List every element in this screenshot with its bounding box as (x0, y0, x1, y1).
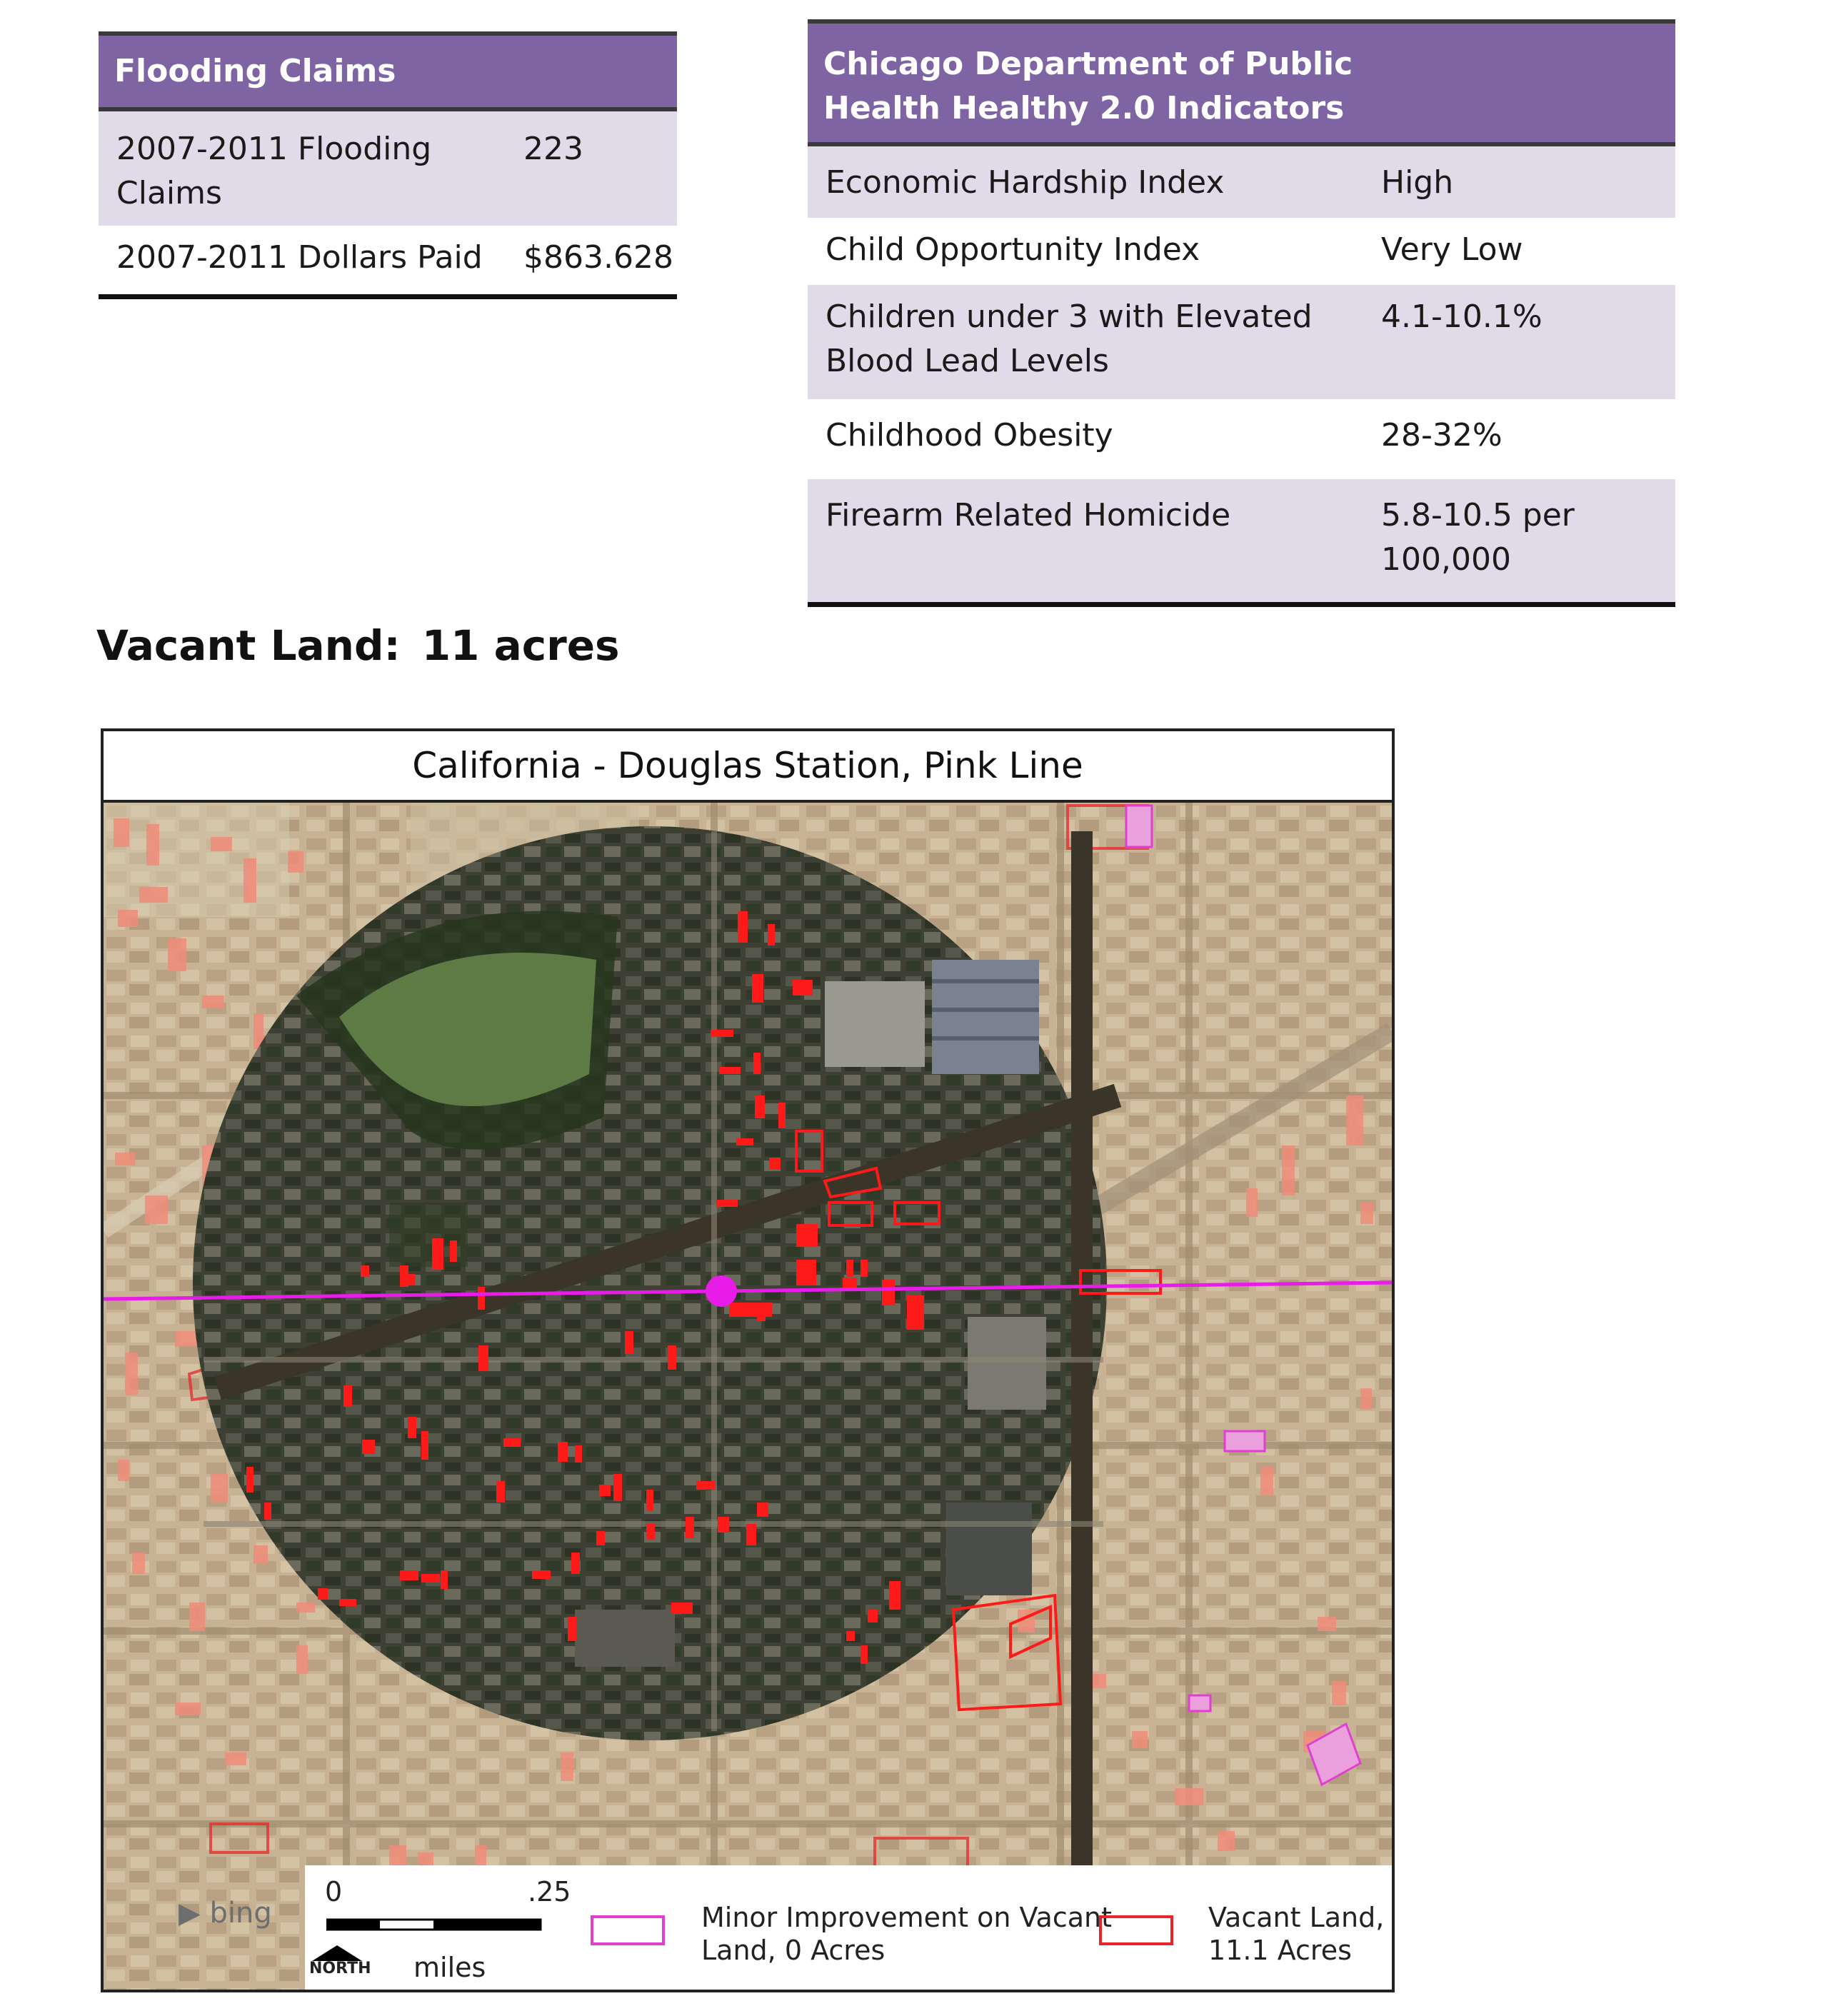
vacant-land-swatch (1099, 1915, 1173, 1945)
row-value: 4.1-10.1% (1381, 299, 1542, 335)
row-label: 2007-2011 Dollars Paid (116, 239, 483, 276)
map-legend (305, 1865, 1392, 1990)
map-title: California - Douglas Station, Pink Line (104, 731, 1392, 803)
row-value: Very Low (1381, 231, 1523, 268)
vacant-land-label: Vacant Land: (96, 621, 401, 670)
vacant-land-heading (96, 621, 641, 670)
table-row (808, 146, 1675, 218)
bing-logo: ▶ bing (179, 1897, 272, 1930)
row-value: 5.8-10.5 per 100,000 (1381, 497, 1575, 578)
row-label: Children under 3 with Elevated Blood Lead Levels (826, 299, 1313, 379)
row-label: Firearm Related Homicide (826, 497, 1231, 533)
table-row (99, 111, 677, 226)
row-label: 2007-2011 Flooding Claims (116, 131, 432, 211)
row-label: Child Opportunity Index (826, 231, 1200, 268)
row-label: Economic Hardship Index (826, 164, 1225, 201)
vacant-land-legend-label: Vacant Land, 11.1 Acres (1208, 1902, 1385, 1966)
north-label: NORTH (309, 1960, 371, 1977)
table-row (808, 285, 1675, 399)
station-map (101, 728, 1395, 1992)
aerial-map (104, 803, 1392, 1990)
scale-start-label: 0 (325, 1876, 343, 1907)
minor-improvement-label: Minor Improvement on Vacant Land, 0 Acres (701, 1902, 1112, 1966)
row-label: Childhood Obesity (826, 417, 1113, 453)
table-row (99, 226, 677, 294)
map-area[interactable] (104, 803, 1392, 1990)
minor-improvement-swatch (591, 1915, 665, 1945)
row-value: $863.628 (523, 239, 673, 276)
table-row (808, 399, 1675, 479)
row-value: High (1381, 164, 1454, 201)
scale-end-label: .25 (528, 1876, 571, 1907)
station-marker[interactable] (706, 1275, 737, 1307)
table-row (808, 218, 1675, 285)
flooding-claims-table (99, 31, 677, 299)
row-value: 223 (523, 131, 583, 167)
vacant-land-value: 11 acres (421, 621, 620, 670)
scale-unit-label: miles (413, 1952, 486, 1983)
table-row (808, 479, 1675, 602)
scale-bar (326, 1915, 555, 1937)
row-value: 28-32% (1381, 417, 1503, 453)
bing-icon: ▶ (179, 1897, 201, 1930)
health-indicators-table (808, 19, 1675, 607)
flooding-claims-header: Flooding Claims (99, 31, 677, 111)
health-indicators-header: Chicago Department of Public Health Healthy 2.0 Indicators (808, 19, 1675, 146)
